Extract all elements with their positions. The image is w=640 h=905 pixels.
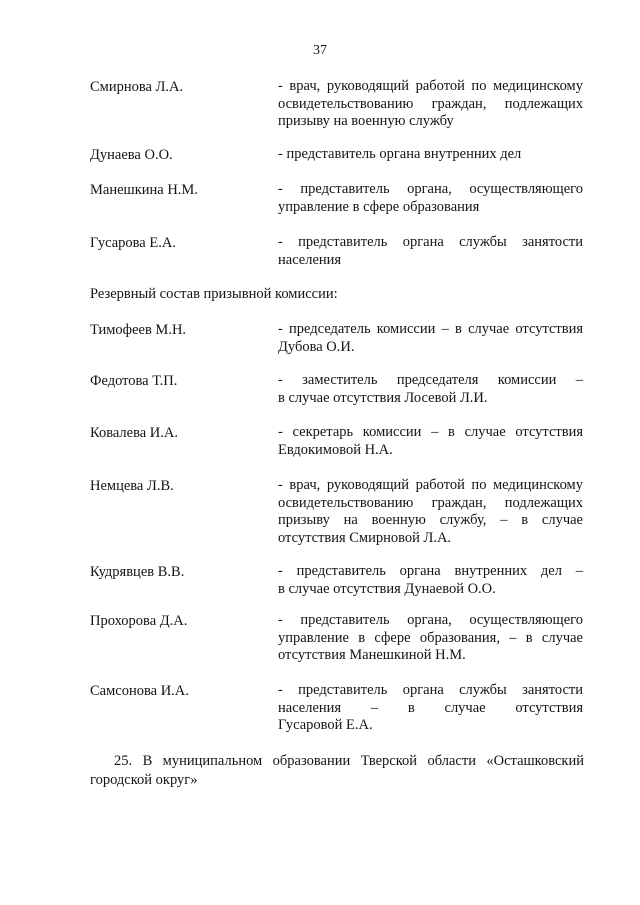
role-line: Гусаровой Е.А.: [278, 717, 373, 733]
member-name: Ковалева И.А.: [90, 425, 178, 441]
role-line: - представитель органа, осуществляющего: [278, 181, 583, 197]
member-name: Манешкина Н.М.: [90, 182, 198, 198]
role-line: - представитель органа внутренних дел –: [278, 563, 583, 579]
member-role: [278, 612, 583, 665]
member-name: Дунаева О.О.: [90, 147, 173, 163]
role-line: - врач, руководящий работой по медицинскому: [278, 78, 583, 94]
member-name: Смирнова Л.А.: [90, 79, 184, 95]
role-line: призыву на военную службу, – в случае: [278, 512, 583, 528]
member-role: [278, 563, 583, 598]
member-name: Прохорова Д.А.: [90, 613, 188, 629]
member-role: [278, 146, 583, 164]
role-line: освидетельствованию граждан, подлежащих: [278, 95, 583, 112]
member-role: [278, 321, 583, 356]
member-name: Немцева Л.В.: [90, 478, 174, 494]
member-name: Самсонова И.А.: [90, 683, 189, 699]
role-line: управление в сфере образования: [278, 198, 480, 215]
member-role: [278, 477, 583, 547]
member-role: [278, 682, 583, 735]
role-line: отсутствия Манешкиной Н.М.: [278, 647, 466, 663]
member-role: [278, 181, 583, 216]
role-line: Дубова О.И.: [278, 338, 355, 355]
role-line: в случае отсутствия Лосевой Л.И.: [278, 389, 488, 406]
member-role: [278, 424, 583, 459]
role-line: населения – в случае отсутствия: [278, 699, 583, 716]
role-line: Евдокимовой Н.А.: [278, 441, 393, 458]
member-name: Федотова Т.П.: [90, 373, 178, 389]
member-name: Гусарова Е.А.: [90, 235, 176, 251]
role-line: - представитель органа службы занятости: [278, 234, 583, 250]
role-line: - заместитель председателя комиссии –: [278, 372, 583, 388]
clause-line: городской округ»: [90, 772, 198, 788]
member-role: [278, 234, 583, 269]
reserve-heading: Резервный состав призывной комиссии:: [90, 286, 338, 302]
page-number: 37: [313, 43, 327, 58]
role-line: в случае отсутствия Дунаевой О.О.: [278, 580, 496, 597]
role-line: - секретарь комиссии – в случае отсутствия: [278, 424, 583, 440]
role-line: призыву на военную службу: [278, 113, 454, 129]
role-line: - председатель комиссии – в случае отсутствия: [278, 321, 583, 337]
role-line: - представитель органа, осуществляющего: [278, 612, 583, 628]
member-name: Кудрявцев В.В.: [90, 564, 185, 580]
role-line: освидетельствованию граждан, подлежащих: [278, 494, 583, 511]
member-name: Тимофеев М.Н.: [90, 322, 187, 338]
role-line: управление в сфере образования, – в случае: [278, 629, 583, 646]
clause-paragraph: [90, 752, 584, 790]
role-line: - представитель органа внутренних дел: [278, 146, 522, 162]
clause-line: 25. В муниципальном образовании Тверской области «Осташковский: [114, 753, 584, 769]
member-role: [278, 78, 583, 131]
role-line: населения: [278, 251, 342, 268]
role-line: отсутствия Смирновой Л.А.: [278, 529, 452, 546]
role-line: - врач, руководящий работой по медицинскому: [278, 477, 583, 493]
member-role: [278, 372, 583, 407]
role-line: - представитель органа службы занятости: [278, 682, 583, 698]
